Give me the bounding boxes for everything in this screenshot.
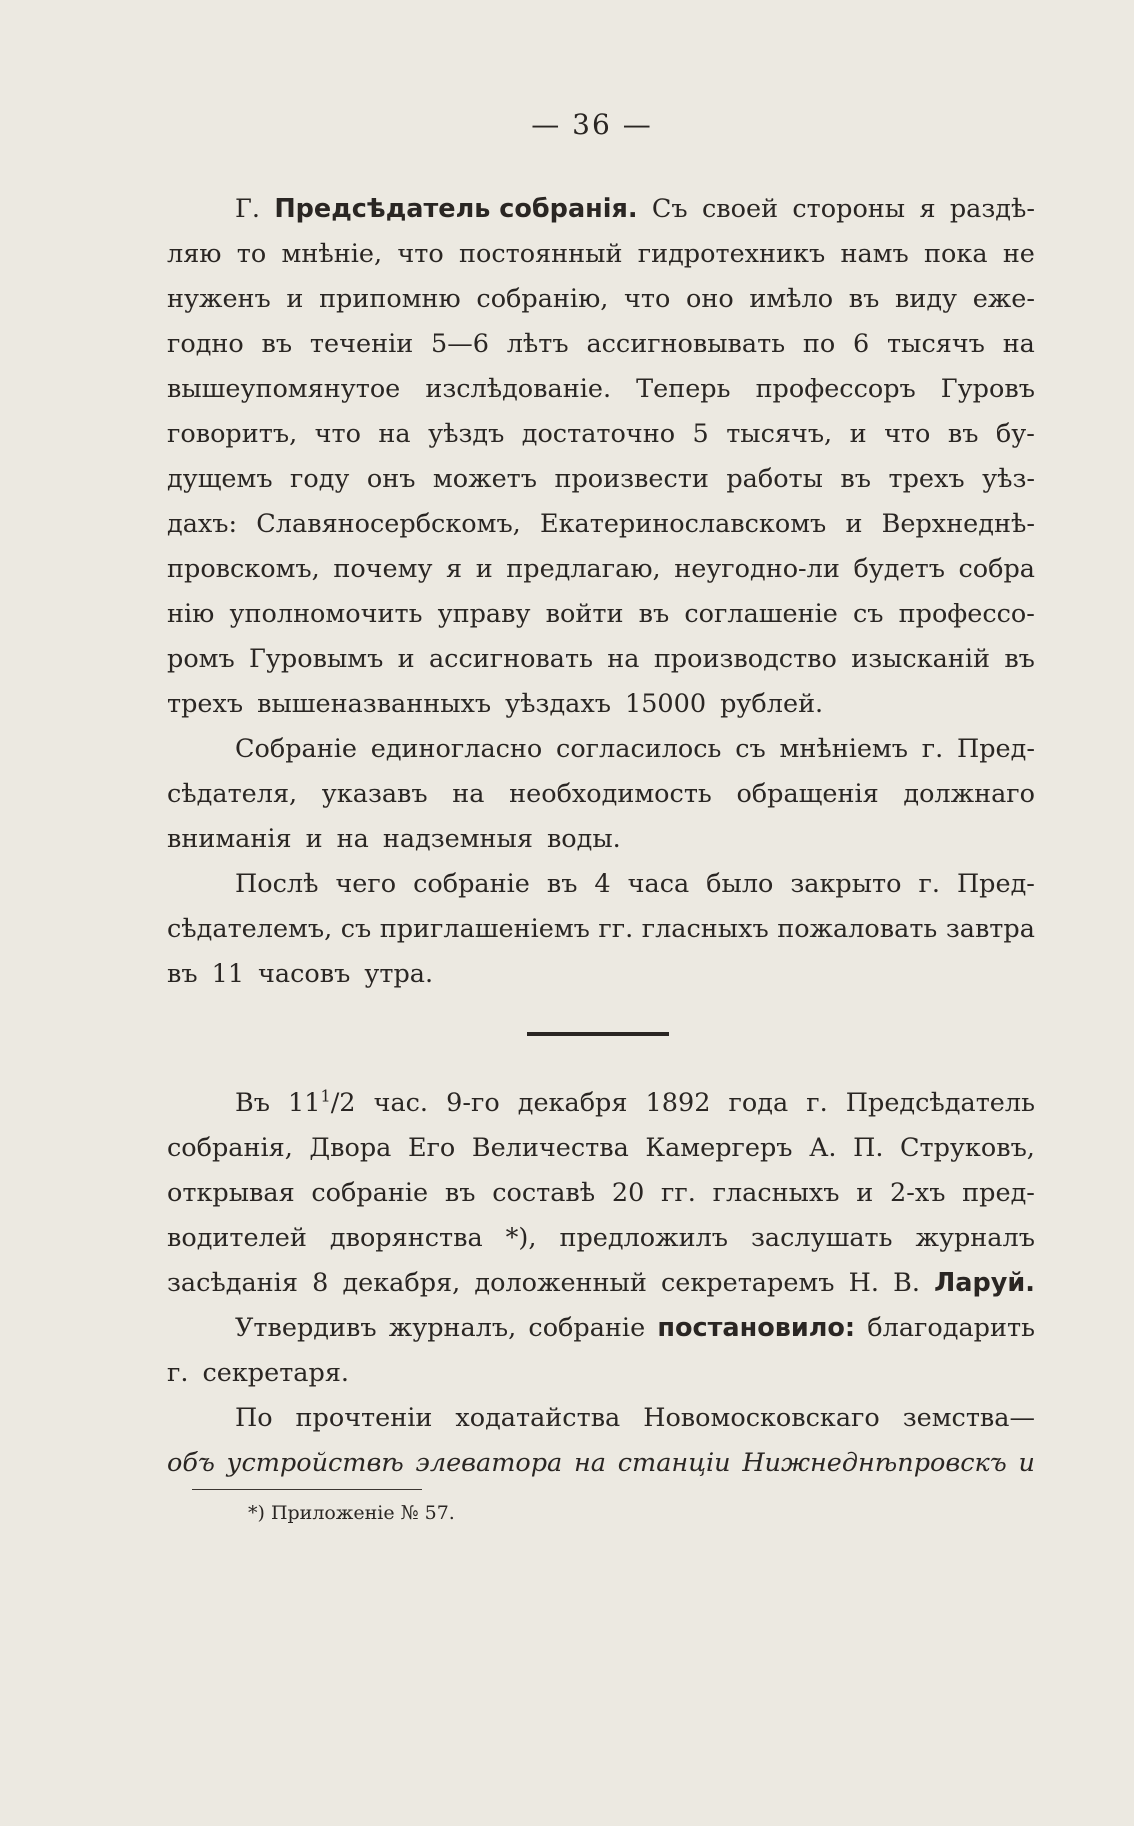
text-line: водителей дворянства *), предложилъ заслушать журналъ — [167, 1223, 1035, 1253]
text-line: Утвердивъ журналъ, собраніе постановило: благодарить — [167, 1306, 1035, 1351]
text-line: Послѣ чего собраніе въ 4 часа было закрыто г. Пред- — [235, 869, 1035, 899]
secretary-name: Ларуй. — [934, 1268, 1035, 1298]
text-line: трехъ вышеназванныхъ уѣздахъ 15000 рублей. — [167, 689, 824, 719]
text-line: сѣдателя, указавъ на необходимость обращенія должнаго — [167, 779, 1035, 809]
footnote-rule — [192, 1489, 422, 1490]
section-separator — [527, 1032, 669, 1036]
text-line: засѣданія 8 декабря, доложенный секретаремъ Н. В. Ларуй. — [167, 1261, 1035, 1306]
text-line: годно въ теченіи 5—6 лѣтъ ассигновывать по 6 тысячъ на — [167, 329, 1035, 359]
text-line: вышеупомянутое изслѣдованіе. Теперь профессоръ Гуровъ — [167, 374, 1035, 404]
text-line: открывая собраніе въ составѣ 20 гг. гласныхъ и 2-хъ пред- — [167, 1178, 1035, 1208]
text-line: ромъ Гуровымъ и ассигновать на производство изысканій въ — [167, 644, 1035, 674]
text-line: въ 11 часовъ утра. — [167, 959, 434, 989]
text-line: дахъ: Славяносербскомъ, Екатеринославскомъ и Верхнеднѣ- — [167, 509, 1035, 539]
text-line: говоритъ, что на уѣздъ достаточно 5 тысячъ, и что въ бу- — [167, 419, 1035, 449]
resolution-word: постановило: — [657, 1313, 856, 1343]
text-line: г. секретаря. — [167, 1358, 350, 1388]
text-line: Г. Предсѣдатель собранія. Съ своей стороны я раздѣ- — [167, 187, 1035, 232]
text-line: провскомъ, почему я и предлагаю, неугодно-ли будетъ собра — [167, 554, 1035, 584]
text-line: объ устройствѣ элеватора на станціи Нижнеднѣпровскъ и — [167, 1448, 1035, 1478]
speaker-name: Предсѣдатель собранія. — [274, 194, 638, 224]
text-line: дущемъ году онъ можетъ произвести работы въ трехъ уѣз- — [167, 464, 1035, 494]
page-number: — 36 — — [531, 108, 653, 141]
text-line: нуженъ и припомню собранію, что оно имѣло въ виду еже- — [167, 284, 1035, 314]
text-line: Собраніе единогласно согласилось съ мнѣніемъ г. Пред- — [235, 734, 1035, 764]
text-line: ляю то мнѣніе, что постоянный гидротехникъ намъ пока не — [167, 239, 1035, 269]
text-line: нію уполномочить управу войти въ соглашеніе съ профессо- — [167, 599, 1035, 629]
text-line: Въ $11^1/2$ час. 9-го декабря 1892 года г. Предсѣдатель — [235, 1086, 1035, 1118]
footnote: *) Приложеніе № 57. — [248, 1502, 455, 1524]
text-line: вниманія и на надземныя воды. — [167, 824, 621, 854]
paragraph-block-2 — [167, 1081, 1035, 1486]
text-line: сѣдателемъ, съ приглашеніемъ гг. гласныхъ пожаловать завтра — [167, 914, 1035, 944]
paragraph-block-1 — [167, 187, 1035, 997]
text-line: По прочтеніи ходатайства Новомосковскаго земства— — [235, 1403, 1035, 1433]
text-line: собранія, Двора Его Величества Камергеръ А. П. Струковъ, — [167, 1133, 1035, 1163]
